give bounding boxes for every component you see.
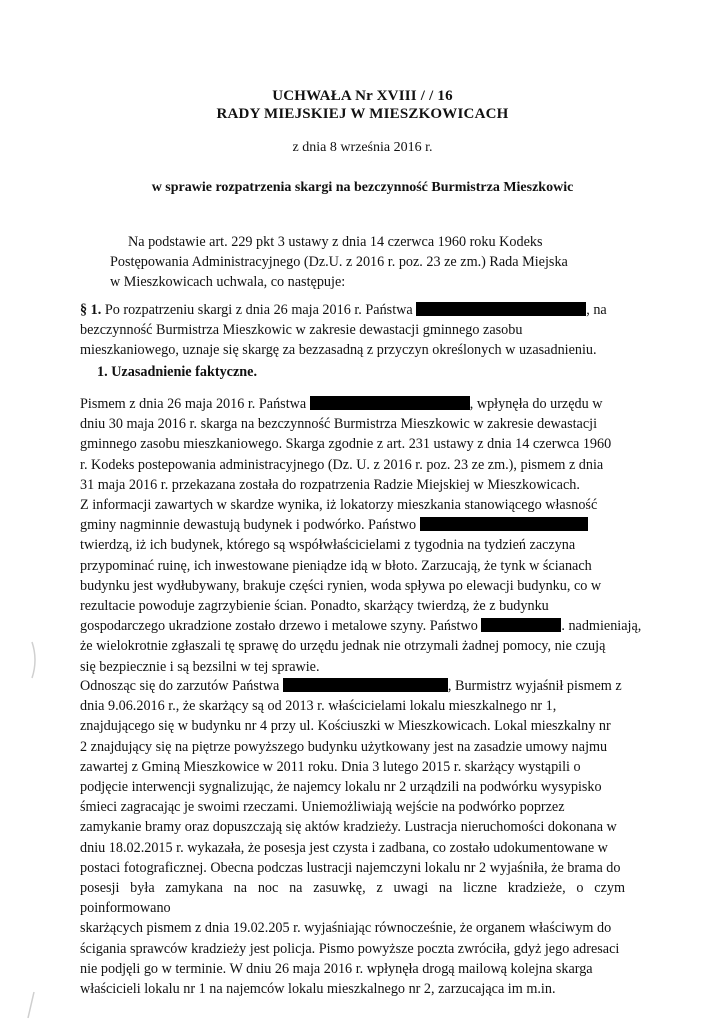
text-line: dniu 30 maja 2016 r. skarga na bezczynność Burmistrza Mieszkowic w zakresie dewastacji (80, 416, 598, 433)
text-span: gminy nagminnie dewastują budynek i podwórko. Państwo (80, 517, 417, 534)
redaction-bar (310, 396, 470, 410)
text-line: Z informacji zawartych w skardze wynika, iż lokatorzy mieszkania stanowiącego własność (80, 497, 598, 514)
text-line: r. Kodeks postepowania administracyjnego (Dz. U. z 2016 r. poz. 23 ze zm.), pismem z dnia (80, 456, 604, 473)
text-span: Odnosząc się do zarzutów Państwa (80, 678, 280, 694)
text-line: nie podjęli go w terminie. W dniu 26 maja 2016 r. wpłynęła drogą mailową kolejna skarga (80, 960, 593, 977)
legal-basis-line: Postępowania Administracyjnego (Dz.U. z 2016 r. poz. 23 ze zm.) Rada Miejska (110, 254, 568, 270)
text-line: właścicieli lokalu nr 1 na najemców lokalu mieszkalnego nr 2, zarzucająca im m.in. (80, 981, 556, 998)
text-line: 31 maja 2016 r. przekazana została do rozpatrzenia Radzie Miejskiej w Mieszkowicach. (80, 476, 580, 493)
council-name: RADY MIEJSKIEJ W MIESZKOWICACH (216, 106, 509, 122)
redaction-bar (416, 302, 586, 316)
text-line: się bezpiecznie i są bezsilni w tej sprawie. (80, 658, 320, 675)
redaction-bar (420, 517, 588, 531)
resolution-subject: w sprawie rozpatrzenia skargi na bezczynność Burmistrza Mieszkowic (151, 180, 574, 195)
text-line: skarżących pismem z dnia 19.02.205 r. wyjaśniając równocześnie, że organem właściwym do (80, 920, 612, 937)
text-line: podjęcie interwencji sygnalizując, że najemcy lokalu nr 2 urządzili na podwórku wysypisko (80, 779, 602, 796)
scan-margin-mark (24, 990, 38, 1020)
text-line: rezultacie powoduje zagrzybienie ścian. Ponadto, skarżący twierdzą, że z budynku (80, 598, 549, 615)
text-line: dnia 9.06.2016 r., że skarżący są od 2013 r. właścicielami lokalu mieszkalnego nr 1, (80, 698, 557, 715)
text-line: postaci fotograficznej. Obecna podczas lustracji najemczyni lokalu nr 2 wyjaśniła, że brama do (80, 859, 621, 876)
text-line: posesji była zamykana na noc na zasuwkę, z uwagi na liczne kradzieże, o czym poinformowano (80, 880, 625, 917)
legal-basis-line: w Mieszkowicach uchwala, co następuje: (110, 274, 346, 290)
text-line: zawartej z Gminą Mieszkowice w 2011 roku. Dnia 3 lutego 2015 r. skarżący wystąpili o (80, 758, 581, 775)
redaction-bar (481, 618, 561, 632)
text-line: ścigania sprawców kradzieży jest policja. Pismo powyższe poczta zwróciła, gdyż jego adresaci (80, 940, 620, 957)
section-1 (80, 300, 625, 361)
section-text: Po rozpatrzeniu skargi z dnia 26 maja 2016 r. Państwa (104, 302, 413, 318)
text-line: że wielokrotnie zgłaszali tę sprawę do urzędu jednak nie otrzymali żadnej pomocy, nie czują (80, 638, 606, 655)
text-line: budynku jest wydłubywany, brakuje części rynien, woda spływa po elewacji budynku, co w (80, 577, 602, 594)
section-label: § 1. (80, 302, 102, 318)
heading-uzasadnienie: 1. Uzasadnienie faktyczne. (97, 364, 257, 380)
resolution-date: z dnia 8 września 2016 r. (292, 140, 433, 155)
text-span: , wpłynęła do urzędu w (469, 396, 603, 412)
text-span: , Burmistrz wyjaśnił pismem z (447, 678, 622, 694)
paragraph-mayor-response (80, 676, 625, 999)
text-line: zamykanie bramy oraz dopuszczają się aktów kradzieży. Lustracja nieruchomości dokonana w (80, 819, 617, 836)
scan-margin-mark (28, 640, 42, 680)
text-span: Pismem z dnia 26 maja 2016 r. Państwa (80, 396, 307, 412)
redaction-bar (283, 678, 448, 692)
legal-basis-line: Na podstawie art. 229 pkt 3 ustawy z dnia 14 czerwca 1960 roku Kodeks (128, 234, 543, 250)
section-text: bezczynność Burmistrza Mieszkowic w zakresie dewastacji gminnego zasobu (80, 322, 523, 339)
text-span: . nadmieniają, (561, 618, 642, 635)
section-text: mieszkaniowego, uznaje się skargę za bezzasadną z przyczyn określonych w uzasadnieniu. (80, 342, 597, 359)
text-line: gminnego zasobu mieszkaniowego. Skarga zgodnie z art. 231 ustawy z dnia 14 czerwca 1960 (80, 436, 612, 453)
text-line: dniu 18.02.2015 r. wykazała, że posesja jest czysta i zadbana, co zostało udokumentowane w (80, 839, 608, 856)
text-line: przypominać ruinę, ich inwestowane pieniądze idą w błoto. Zarzucają, że tynk w ścianach (80, 557, 592, 574)
paragraph-facts (80, 394, 642, 677)
text-line: twierdzą, iż ich budynek, którego są współwłaścicielami z tygodnia na tydzień zaczyna (80, 537, 576, 554)
section-text: , na (586, 302, 607, 318)
legal-basis (110, 232, 630, 292)
text-line: śmieci zagracając je swoimi rzeczami. Uniemożliwiają wejście na podwórko poprzez (80, 799, 565, 816)
text-line: znajdującego się w budynku nr 4 przy ul. Kościuszki w Mieszkowicach. Lokal mieszkalny nr (80, 718, 611, 735)
resolution-number: UCHWAŁA Nr XVIII / / 16 (272, 88, 453, 104)
text-line: 2 znajdujący się na piętrze powyższego budynku użytkowany jest na zasadzie umowy najmu (80, 738, 608, 755)
text-span: gospodarczego ukradzione zostało drzewo i metalowe szyny. Państwo (80, 618, 478, 635)
